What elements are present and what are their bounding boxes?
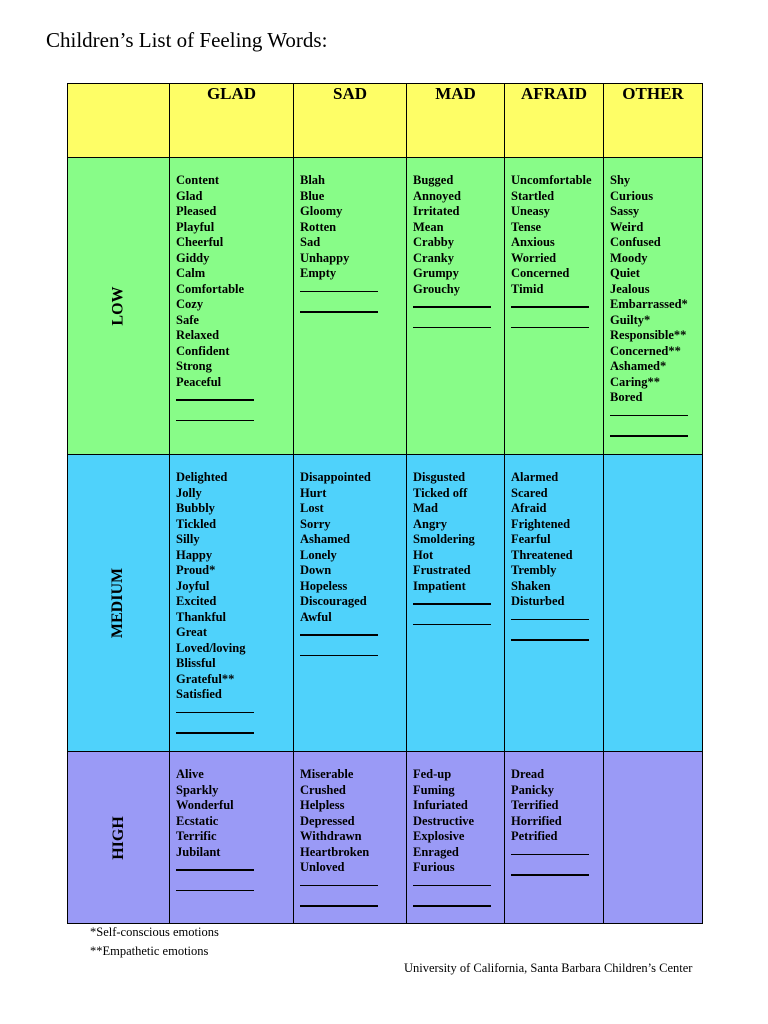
feeling-word: Alarmed xyxy=(511,470,559,484)
feeling-words-table xyxy=(67,83,703,924)
word-cell xyxy=(294,455,407,752)
blank-line xyxy=(176,420,254,422)
row-label-low: LOW xyxy=(109,286,127,326)
word-list xyxy=(170,455,293,734)
word-list xyxy=(407,455,504,625)
word-list xyxy=(604,455,702,470)
feeling-word: Withdrawn xyxy=(300,829,362,843)
feeling-word: Disgusted xyxy=(413,470,466,484)
blank-line xyxy=(413,306,491,308)
blank-line xyxy=(511,306,589,308)
feeling-word: Empty xyxy=(300,266,337,280)
feeling-word: Lost xyxy=(300,501,324,515)
row-low xyxy=(68,158,703,455)
feeling-word: Jealous xyxy=(610,281,650,296)
word-cell xyxy=(170,455,294,752)
feeling-word: Destructive xyxy=(413,813,475,828)
feeling-word: Smoldering xyxy=(413,532,475,546)
column-header-mad: MAD xyxy=(407,84,505,158)
row-label-cell-high xyxy=(68,752,170,924)
feeling-word: Weird xyxy=(610,219,644,234)
feeling-word: Concerned xyxy=(511,266,570,280)
word-list xyxy=(505,752,603,876)
column-header-glad: GLAD xyxy=(170,84,294,158)
feeling-word: Worried xyxy=(511,250,557,265)
feeling-word: Bugged xyxy=(413,173,454,187)
header-row xyxy=(68,84,703,158)
feeling-word: Threatened xyxy=(511,547,573,562)
feeling-word: Mean xyxy=(413,219,444,234)
feeling-word: Embarrassed* xyxy=(610,297,688,311)
word-list xyxy=(407,158,504,328)
feeling-word: Crushed xyxy=(300,782,346,797)
feeling-word: Jubilant xyxy=(176,844,221,859)
word-list xyxy=(170,158,293,421)
feeling-word: Impatient xyxy=(413,578,466,593)
corner-cell xyxy=(68,84,170,158)
blank-line xyxy=(511,619,589,621)
feeling-word: Giddy xyxy=(176,250,210,265)
blank-line xyxy=(413,603,491,605)
blank-line xyxy=(413,327,491,329)
feeling-word: Infuriated xyxy=(413,798,468,812)
row-medium xyxy=(68,455,703,752)
word-list xyxy=(407,752,504,907)
blank-line xyxy=(610,415,688,417)
feeling-word: Ashamed* xyxy=(610,359,667,373)
feeling-word: Grateful** xyxy=(176,671,235,686)
feeling-word: Unloved xyxy=(300,860,345,874)
row-label-cell-medium xyxy=(68,455,170,752)
blank-line xyxy=(300,905,378,907)
feeling-word: Tickled xyxy=(176,516,217,531)
feeling-word: Blue xyxy=(300,188,325,203)
feeling-word: Excited xyxy=(176,594,217,608)
word-list xyxy=(505,158,603,328)
feeling-word: Mad xyxy=(413,501,438,515)
feeling-word: Crabby xyxy=(413,235,454,249)
feeling-word: Enraged xyxy=(413,844,459,859)
word-cell xyxy=(294,752,407,924)
feeling-word: Fed-up xyxy=(413,767,452,781)
feeling-word: Sad xyxy=(300,235,321,249)
word-cell xyxy=(505,158,604,455)
word-list xyxy=(294,455,406,656)
word-cell xyxy=(170,752,294,924)
blank-line xyxy=(176,890,254,892)
row-high xyxy=(68,752,703,924)
blank-line xyxy=(610,435,688,437)
word-cell xyxy=(604,752,703,924)
row-label-high: HIGH xyxy=(109,815,127,860)
blank-line xyxy=(176,399,254,401)
feeling-word: Sorry xyxy=(300,516,331,531)
feeling-word: Frustrated xyxy=(413,563,471,577)
feeling-word: Curious xyxy=(610,188,654,203)
feeling-word: Quiet xyxy=(610,266,640,280)
feeling-word: Peaceful xyxy=(176,374,222,389)
feeling-word: Lonely xyxy=(300,547,337,562)
feeling-word: Gloomy xyxy=(300,204,343,218)
feeling-word: Delighted xyxy=(176,470,228,484)
feeling-word: Depressed xyxy=(300,813,355,828)
feeling-word: Moody xyxy=(610,250,648,265)
word-list xyxy=(604,752,702,767)
feeling-word: Afraid xyxy=(511,501,547,515)
column-header-sad: SAD xyxy=(294,84,407,158)
blank-line xyxy=(413,624,491,626)
feeling-word: Uneasy xyxy=(511,204,550,218)
blank-line xyxy=(176,712,254,714)
feeling-word: Terrific xyxy=(176,829,217,843)
blank-line xyxy=(413,885,491,887)
row-label-medium: MEDIUM xyxy=(109,567,127,639)
feeling-word: Furious xyxy=(413,860,455,874)
feeling-word: Annoyed xyxy=(413,188,461,203)
feeling-word: Hopeless xyxy=(300,578,348,593)
blank-line xyxy=(511,639,589,641)
feeling-word: Blah xyxy=(300,173,326,187)
feeling-word: Shaken xyxy=(511,578,551,593)
word-cell xyxy=(407,158,505,455)
word-cell xyxy=(604,158,703,455)
word-cell xyxy=(294,158,407,455)
feeling-word: Satisfied xyxy=(176,687,222,701)
feeling-word: Tense xyxy=(511,219,542,234)
feeling-word: Timid xyxy=(511,281,544,296)
blank-line xyxy=(176,732,254,734)
feeling-word: Rotten xyxy=(300,219,337,234)
word-list xyxy=(604,158,702,437)
feeling-word: Caring** xyxy=(610,374,660,389)
feeling-word: Ashamed xyxy=(300,532,351,546)
feeling-word: Bubbly xyxy=(176,501,215,515)
feeling-word: Playful xyxy=(176,219,215,234)
feeling-word: Frightened xyxy=(511,516,571,531)
feeling-word: Angry xyxy=(413,516,448,531)
feeling-word: Cranky xyxy=(413,250,454,265)
column-header-other: OTHER xyxy=(604,84,703,158)
word-list xyxy=(505,455,603,641)
feeling-word: Responsible** xyxy=(610,328,687,342)
feeling-word: Awful xyxy=(300,609,332,624)
feeling-word: Grumpy xyxy=(413,266,459,280)
word-cell xyxy=(170,158,294,455)
feeling-word: Confident xyxy=(176,343,230,358)
feeling-word: Helpless xyxy=(300,798,345,812)
blank-line xyxy=(300,655,378,657)
blank-line xyxy=(413,905,491,907)
row-label-cell-low xyxy=(68,158,170,455)
feeling-word: Jolly xyxy=(176,485,202,500)
feeling-word: Ticked off xyxy=(413,485,468,500)
word-cell xyxy=(604,455,703,752)
feeling-word: Ecstatic xyxy=(176,813,219,828)
blank-line xyxy=(176,869,254,871)
feeling-word: Comfortable xyxy=(176,281,245,296)
feeling-word: Scared xyxy=(511,485,548,500)
word-cell xyxy=(505,455,604,752)
feeling-word: Explosive xyxy=(413,829,465,843)
feeling-word: Hot xyxy=(413,547,434,562)
feeling-word: Irritated xyxy=(413,204,460,218)
feeling-word: Silly xyxy=(176,532,200,546)
feeling-word: Unhappy xyxy=(300,250,350,265)
footnotes xyxy=(90,923,219,961)
feeling-word: Strong xyxy=(176,359,212,373)
blank-line xyxy=(511,327,589,329)
blank-line xyxy=(511,874,589,876)
feeling-word: Pleased xyxy=(176,204,217,218)
feeling-word: Relaxed xyxy=(176,328,220,342)
feeling-word: Bored xyxy=(610,390,643,404)
feeling-word: Shy xyxy=(610,173,631,187)
feeling-word: Down xyxy=(300,563,332,577)
feeling-word: Horrified xyxy=(511,813,562,828)
feeling-word: Joyful xyxy=(176,578,210,593)
feeling-word: Cozy xyxy=(176,297,204,311)
feeling-word: Grouchy xyxy=(413,281,460,296)
feeling-word: Glad xyxy=(176,188,203,203)
feeling-word: Disturbed xyxy=(511,594,565,608)
feeling-word: Content xyxy=(176,173,220,187)
feeling-word: Sparkly xyxy=(176,782,219,797)
word-list xyxy=(294,752,406,907)
feeling-word: Guilty* xyxy=(610,312,651,327)
feeling-word: Cheerful xyxy=(176,235,224,249)
footnote-self-conscious: *Self-conscious emotions xyxy=(90,925,219,939)
feeling-word: Discouraged xyxy=(300,594,367,608)
column-header-afraid: AFRAID xyxy=(505,84,604,158)
feeling-word: Petrified xyxy=(511,829,558,843)
word-cell xyxy=(407,455,505,752)
feeling-word: Loved/loving xyxy=(176,640,246,655)
word-list xyxy=(170,752,293,891)
feeling-word: Disappointed xyxy=(300,470,371,484)
feeling-word: Sassy xyxy=(610,204,640,218)
feeling-word: Fearful xyxy=(511,532,551,546)
feeling-word: Great xyxy=(176,625,208,639)
feeling-word: Heartbroken xyxy=(300,844,370,859)
feeling-word: Proud* xyxy=(176,563,216,577)
feeling-word: Trembly xyxy=(511,563,557,577)
blank-line xyxy=(511,854,589,856)
source-credit: University of California, Santa Barbara Children’s Center xyxy=(404,961,693,975)
feeling-word: Safe xyxy=(176,312,199,327)
word-cell xyxy=(407,752,505,924)
feeling-word: Calm xyxy=(176,266,206,280)
feeling-word: Blissful xyxy=(176,656,216,670)
feeling-word: Startled xyxy=(511,188,555,203)
feeling-word: Hurt xyxy=(300,485,327,500)
feeling-word: Happy xyxy=(176,547,213,562)
word-list xyxy=(294,158,406,313)
feeling-word: Miserable xyxy=(300,767,354,781)
blank-line xyxy=(300,634,378,636)
feeling-word: Fuming xyxy=(413,782,455,797)
feeling-word: Thankful xyxy=(176,609,227,624)
feeling-word: Concerned** xyxy=(610,343,681,358)
blank-line xyxy=(300,885,378,887)
word-cell xyxy=(505,752,604,924)
page-title: Children’s List of Feeling Words: xyxy=(46,28,328,52)
feeling-word: Wonderful xyxy=(176,798,234,812)
feeling-word: Dread xyxy=(511,767,545,781)
feeling-word: Anxious xyxy=(511,235,555,249)
feeling-word: Alive xyxy=(176,767,204,781)
feeling-word: Confused xyxy=(610,235,661,249)
feeling-word: Terrified xyxy=(511,798,559,812)
feeling-word: Uncomfortable xyxy=(511,173,592,187)
blank-line xyxy=(300,291,378,293)
blank-line xyxy=(300,311,378,313)
feeling-word: Panicky xyxy=(511,782,555,797)
footnote-empathetic: **Empathetic emotions xyxy=(90,944,209,958)
